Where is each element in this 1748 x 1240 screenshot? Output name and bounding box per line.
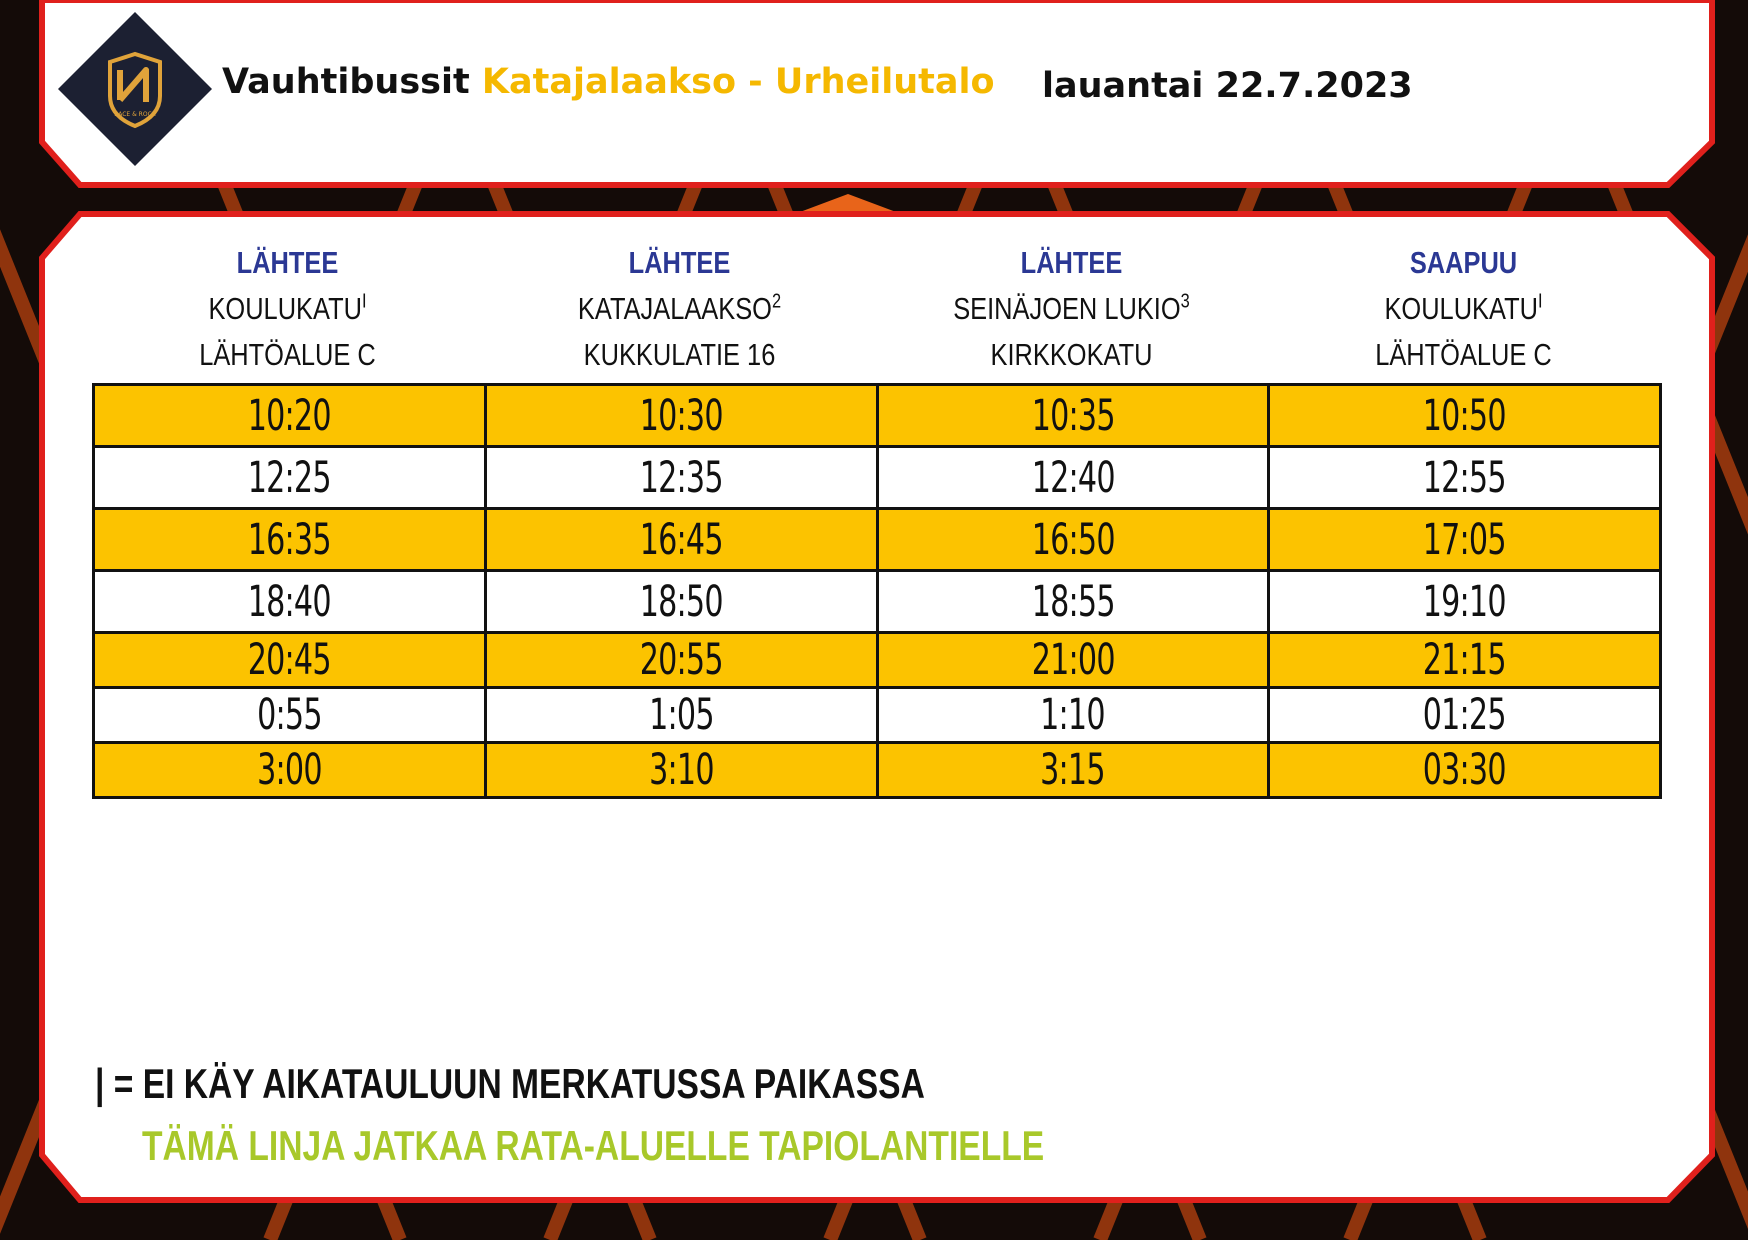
time-cell: 12:55 [1269,447,1661,509]
table-row [94,447,1661,509]
schedule-date: lauantai 22.7.2023 [1042,66,1413,106]
time-cell: 10:30 [485,385,877,447]
footnote-legend: | = EI KÄY AIKATAULUUN MERKATUSSA PAIKASSA [95,1060,925,1107]
column-header-3 [911,240,1232,378]
table-row [94,385,1661,447]
column-place: SEINÄJOEN LUKIO$^3$ [953,290,1190,326]
time-cell: 01:25 [1269,688,1661,743]
time-cell: 16:35 [94,509,486,571]
time-cell: 10:20 [94,385,486,447]
column-place: KATAJALAAKSO$^2$ [577,290,782,326]
column-kind: LÄHTEE [236,245,339,280]
stop-marker: I [361,290,367,313]
time-cell: 16:45 [485,509,877,571]
time-cell: 18:55 [877,571,1269,633]
logo-text: RACE & ROCK [114,111,156,118]
table-row [94,571,1661,633]
column-detail: KIRKKOKATU [990,337,1153,372]
route-continuation-note: TÄMÄ LINJA JATKAA RATA-ALUELLE TAPIOLANTIELLE [142,1122,1045,1169]
page-title [222,62,995,102]
time-cell: 12:40 [877,447,1269,509]
column-place: $KOULUKATU^I$ [208,290,367,326]
table-row [94,633,1661,688]
time-cell: 18:40 [94,571,486,633]
column-header-4 [1303,240,1624,378]
stop-marker: 2 [771,290,782,313]
time-cell: 16:50 [877,509,1269,571]
time-cell: 03:30 [1269,743,1661,798]
column-place: $KOULUKATU^I$ [1384,290,1543,326]
stop-marker: 3 [1180,290,1190,313]
time-cell: 12:25 [94,447,486,509]
time-cell: 0:55 [94,688,486,743]
table-row [94,743,1661,798]
column-kind: SAAPUU [1409,245,1518,280]
time-cell: 17:05 [1269,509,1661,571]
column-kind: LÄHTEE [1020,245,1123,280]
time-cell: 12:35 [485,447,877,509]
time-cell: 19:10 [1269,571,1661,633]
time-cell: 10:35 [877,385,1269,447]
title-prefix: Vauhtibussit [222,62,470,102]
stop-marker: I [1537,290,1543,313]
time-cell: 1:05 [485,688,877,743]
time-cell: 20:45 [94,633,486,688]
table-row [94,509,1661,571]
time-cell: 10:50 [1269,385,1661,447]
timetable [92,383,1662,799]
race-and-rock-logo [58,12,212,166]
table-row [94,688,1661,743]
column-header-2 [519,240,840,378]
route-name: Katajalaakso - Urheilutalo [481,62,995,102]
time-cell: 21:00 [877,633,1269,688]
column-detail: KUKKULATIE 16 [583,337,776,372]
time-cell: 3:10 [485,743,877,798]
column-detail: LÄHTÖALUE C [199,337,376,372]
time-cell: 20:55 [485,633,877,688]
column-detail: LÄHTÖALUE C [1375,337,1552,372]
column-header-1 [127,240,448,378]
time-cell: 3:15 [877,743,1269,798]
time-cell: 1:10 [877,688,1269,743]
time-cell: 21:15 [1269,633,1661,688]
time-cell: 18:50 [485,571,877,633]
column-kind: LÄHTEE [628,245,731,280]
time-cell: 3:00 [94,743,486,798]
